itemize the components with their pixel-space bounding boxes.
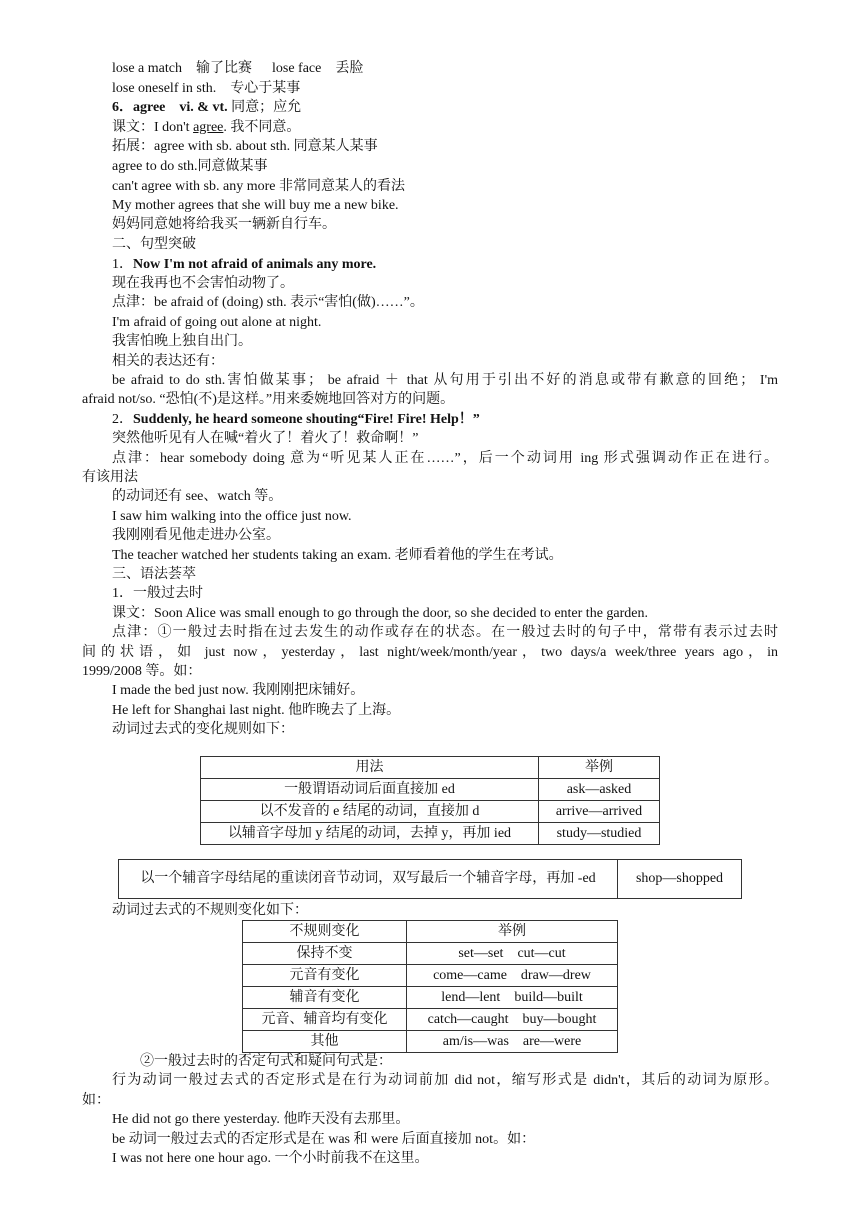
text-line: 相关的表达还有： bbox=[112, 354, 224, 369]
table-cell: shop—shopped bbox=[618, 860, 742, 899]
phrase-zh: 丢脸 bbox=[335, 61, 364, 76]
text-line: I was not here one hour ago. 一个小时前我不在这里。 bbox=[112, 1151, 429, 1166]
text-line: 点津：be afraid of (doing) sth. 表示“害怕(做)……”。 bbox=[112, 295, 424, 310]
text-line: can't agree with sb. any more 非常同意某人的看法 bbox=[112, 179, 405, 194]
phrase-en: lose a match bbox=[112, 61, 182, 76]
underlined-word: agree bbox=[193, 120, 224, 135]
table-row bbox=[243, 1009, 618, 1031]
text-line: I'm afraid of going out alone at night. bbox=[112, 315, 322, 330]
table-row bbox=[201, 801, 660, 823]
sentence-heading bbox=[112, 410, 480, 429]
table-cell: 保持不变 bbox=[243, 943, 407, 965]
vocab-heading bbox=[112, 98, 301, 117]
double-consonant-table bbox=[118, 859, 742, 899]
section-heading: 二、句型突破 bbox=[112, 237, 196, 252]
irregular-verb-table bbox=[242, 920, 618, 1053]
phrase-zh: 专心于某事 bbox=[230, 81, 301, 96]
text-line: I saw him walking into the office just now. bbox=[112, 509, 352, 524]
text-line bbox=[112, 118, 300, 137]
text-line: afraid not/so. “恐怕(不)是这样。”用来委婉地回答对方的问题。 bbox=[82, 392, 455, 407]
table-row bbox=[243, 1031, 618, 1053]
table-cell: study—studied bbox=[539, 823, 660, 845]
phrase-en: lose face bbox=[271, 61, 322, 76]
table-cell: ask—asked bbox=[539, 779, 660, 801]
text-line: 间的状语，如 just now，yesterday，last night/week/month/year，two days/a week/three years ago，in bbox=[82, 645, 778, 660]
table-row bbox=[201, 823, 660, 845]
text-line: 课文：Soon Alice was small enough to go through the door, so she decided to enter the garden. bbox=[112, 606, 648, 621]
table-row bbox=[243, 965, 618, 987]
table-cell: 元音、辅音均有变化 bbox=[243, 1009, 407, 1031]
text-line: 1999/2008 等。如： bbox=[82, 664, 202, 679]
table-cell: 辅音有变化 bbox=[243, 987, 407, 1009]
table-header: 举例 bbox=[539, 757, 660, 779]
table-header: 用法 bbox=[201, 757, 539, 779]
text-line: The teacher watched her students taking an exam. 老师看着他的学生在考试。 bbox=[112, 548, 563, 563]
text-line: 动词过去式的不规则变化如下： bbox=[112, 903, 308, 918]
table-cell: 其他 bbox=[243, 1031, 407, 1053]
vocab-word: 6．agree vi. & vt. bbox=[112, 100, 228, 115]
table-row bbox=[243, 921, 618, 943]
text-line: 点津：hear somebody doing 意为“听见某人正在……”，后一个动词用 ing 形式强调动作正在进行。 bbox=[112, 451, 778, 466]
table-cell: lend—lent build—built bbox=[407, 987, 618, 1009]
table-header: 举例 bbox=[407, 921, 618, 943]
text-part: 课文：I don't bbox=[112, 120, 194, 135]
table-row bbox=[119, 860, 742, 899]
table-cell: catch—caught buy—bought bbox=[407, 1009, 618, 1031]
text-line: He left for Shanghai last night. 他昨晚去了上海。 bbox=[112, 703, 401, 718]
text-line: 拓展：agree with sb. about sth. 同意某人某事 bbox=[112, 139, 378, 154]
text-line: be afraid to do sth.害怕做某事； be afraid ＋ that 从句用于引出不好的消息或带有歉意的回绝； I'm bbox=[112, 373, 778, 388]
text-line: 我害怕晚上独自出门。 bbox=[112, 334, 252, 349]
table-header: 不规则变化 bbox=[243, 921, 407, 943]
text-line: be 动词一般过去式的否定形式是在 was 和 were 后面直接加 not。如： bbox=[112, 1132, 536, 1147]
key-sentence: Now I'm not afraid of animals any more. bbox=[133, 257, 377, 272]
regular-verb-table bbox=[200, 756, 660, 845]
table-row bbox=[201, 757, 660, 779]
sentence-heading bbox=[112, 255, 376, 274]
text-line: 现在我再也不会害怕动物了。 bbox=[112, 276, 294, 291]
phrase-line bbox=[112, 59, 363, 78]
section-heading: 三、语法荟萃 bbox=[112, 567, 196, 582]
text-line: 有该用法 bbox=[82, 470, 138, 485]
text-line: ②一般过去时的否定句式和疑问句式是： bbox=[140, 1054, 392, 1069]
text-line: I made the bed just now. 我刚刚把床铺好。 bbox=[112, 683, 365, 698]
text-line: 突然他听见有人在喊“着火了！着火了！救命啊！” bbox=[112, 431, 419, 446]
table-row bbox=[243, 987, 618, 1009]
table-cell: 一般谓语动词后面直接加 ed bbox=[201, 779, 539, 801]
text-line: My mother agrees that she will buy me a new bike. bbox=[112, 198, 399, 213]
key-sentence: Suddenly, he heard someone shouting“Fire! Fire! Help！” bbox=[133, 412, 480, 427]
text-line: 如： bbox=[82, 1093, 110, 1108]
text-line: 的动词还有 see、watch 等。 bbox=[112, 489, 283, 504]
table-row bbox=[201, 779, 660, 801]
table-cell: set—set cut—cut bbox=[407, 943, 618, 965]
text-line: 妈妈同意她将给我买一辆新自行车。 bbox=[112, 217, 336, 232]
grammar-heading: 1．一般过去时 bbox=[112, 586, 203, 601]
table-cell: 以辅音字母加 y 结尾的动词，去掉 y，再加 ied bbox=[201, 823, 539, 845]
phrase-en: lose oneself in sth. bbox=[112, 81, 217, 96]
text-part: . 我不同意。 bbox=[223, 120, 301, 135]
table-cell: arrive—arrived bbox=[539, 801, 660, 823]
text-line: 点津：①一般过去时指在过去发生的动作或存在的状态。在一般过去时的句子中，常带有表示过去时 bbox=[112, 625, 778, 640]
number: 2． bbox=[112, 412, 133, 427]
text-line: He did not go there yesterday. 他昨天没有去那里。 bbox=[112, 1112, 410, 1127]
vocab-meaning: 同意；应允 bbox=[227, 100, 302, 115]
phrase-zh: 输了比赛 bbox=[195, 61, 252, 76]
text-line: 我刚刚看见他走进办公室。 bbox=[112, 528, 280, 543]
number: 1． bbox=[112, 257, 133, 272]
text-line: agree to do sth.同意做某事 bbox=[112, 159, 268, 174]
text-line: 行为动词一般过去式的否定形式是在行为动词前加 did not，缩写形式是 didn't，其后的动词为原形。 bbox=[112, 1073, 778, 1088]
table-cell: 元音有变化 bbox=[243, 965, 407, 987]
table-cell: 以一个辅音字母结尾的重读闭音节动词，双写最后一个辅音字母，再加 -ed bbox=[119, 860, 618, 899]
text-line: 动词过去式的变化规则如下： bbox=[112, 722, 294, 737]
table-cell: come—came draw—drew bbox=[407, 965, 618, 987]
phrase-line bbox=[112, 79, 300, 98]
table-cell: am/is—was are—were bbox=[407, 1031, 618, 1053]
table-row bbox=[243, 943, 618, 965]
table-cell: 以不发音的 e 结尾的动词，直接加 d bbox=[201, 801, 539, 823]
